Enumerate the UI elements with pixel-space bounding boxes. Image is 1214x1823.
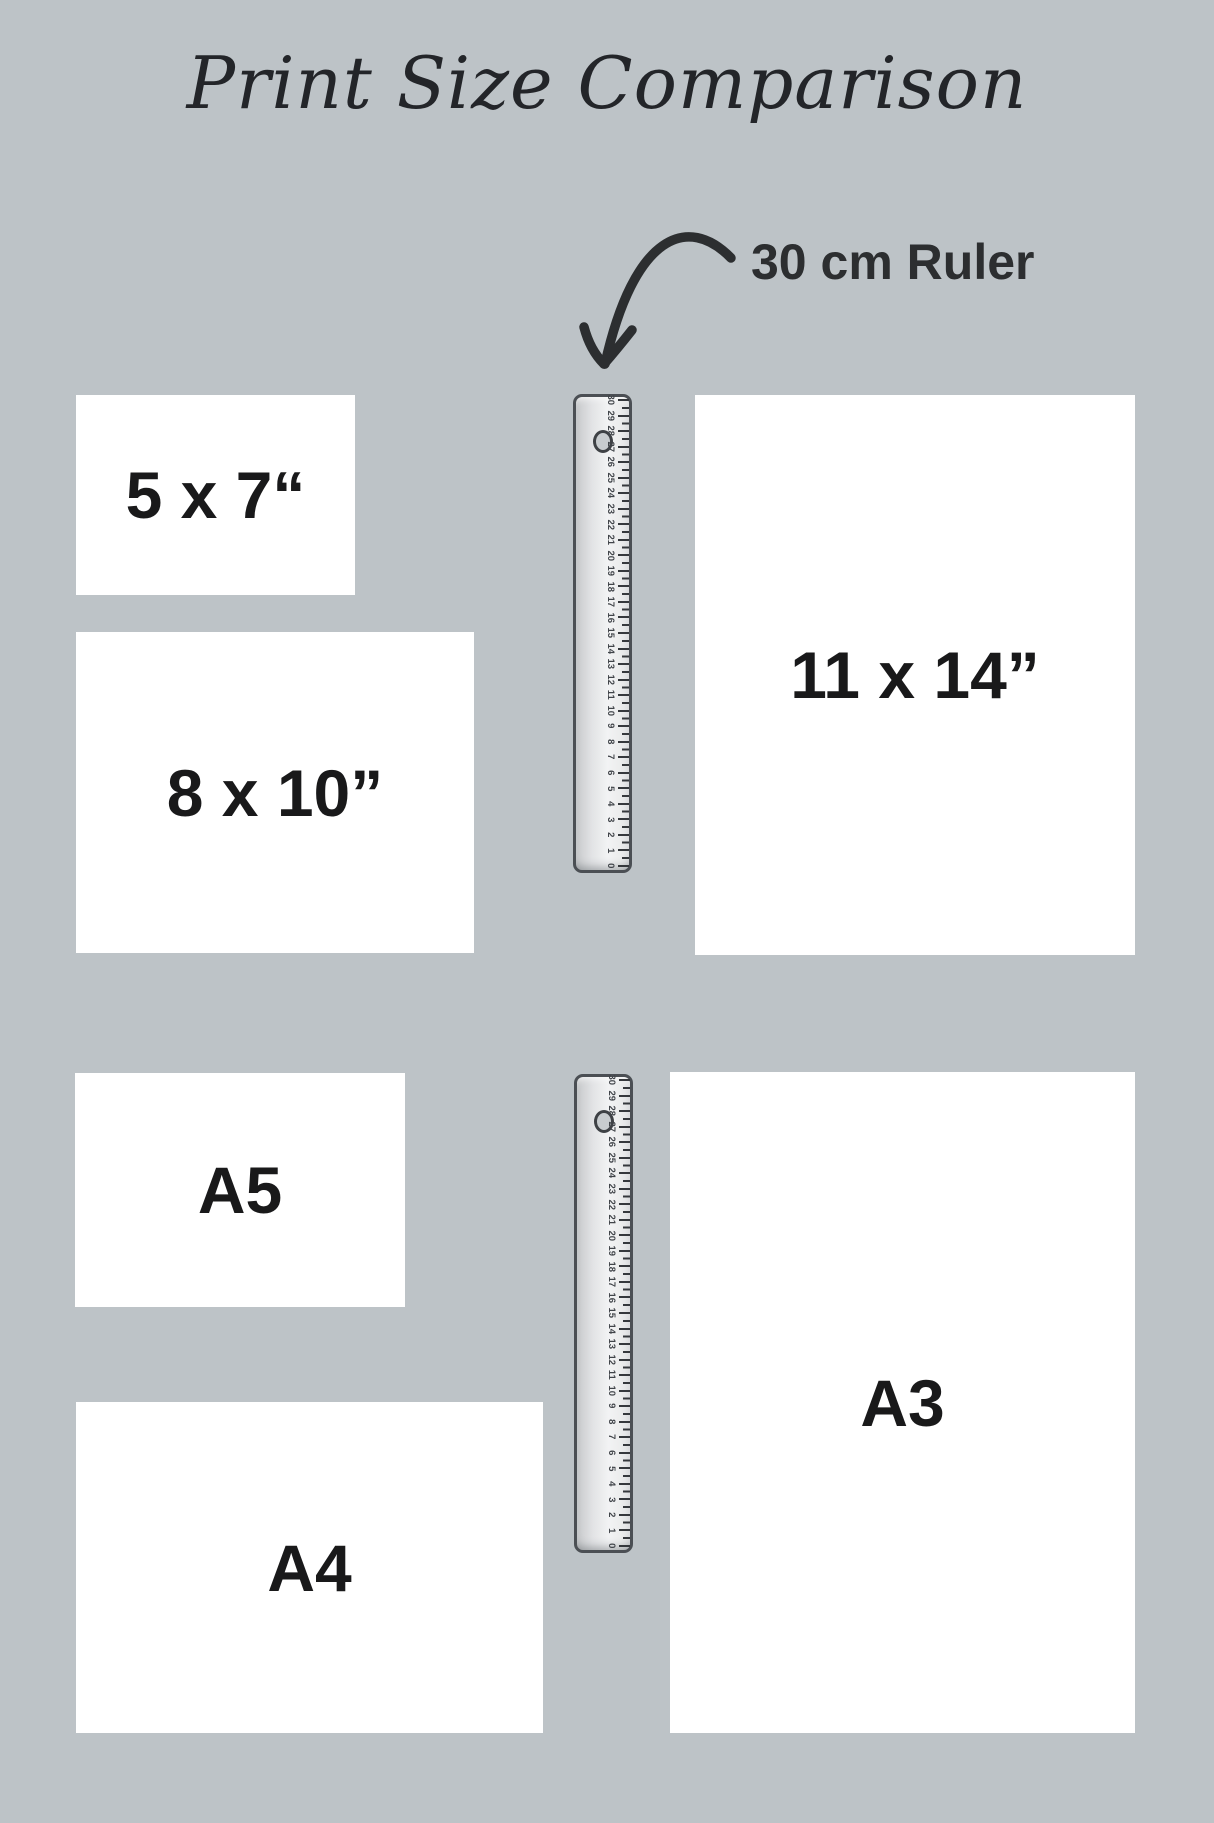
ruler-tick — [619, 1312, 630, 1314]
ruler-tick — [618, 772, 629, 774]
ruler-number: 6 — [605, 1450, 617, 1456]
ruler-tick — [618, 756, 629, 758]
ruler-number: 18 — [605, 1261, 617, 1272]
print-card-8x10 — [76, 632, 474, 953]
ruler-tick — [619, 1374, 630, 1376]
ruler-tick — [618, 477, 629, 479]
ruler-number: 8 — [605, 1419, 617, 1425]
ruler-number: 3 — [605, 1496, 617, 1502]
ruler-tick — [618, 632, 629, 634]
ruler-tick — [618, 601, 629, 603]
ruler-number: 9 — [605, 1403, 617, 1409]
ruler-tick — [618, 803, 629, 805]
curved-arrow-icon — [555, 198, 760, 388]
ruler-tick — [618, 492, 629, 494]
ruler-tick — [618, 865, 629, 867]
ruler-number: 19 — [605, 1245, 617, 1257]
ruler-number: 14 — [605, 1323, 617, 1334]
ruler-tick — [618, 710, 629, 712]
ruler-tick — [619, 1514, 630, 1516]
ruler-tick — [618, 415, 629, 417]
ruler-number: 15 — [604, 627, 616, 639]
ruler-tick — [619, 1234, 630, 1236]
ruler-number: 28 — [604, 425, 616, 437]
ruler-number: 14 — [604, 643, 616, 654]
ruler-tick — [619, 1452, 630, 1454]
print-label-11x14: 11 x 14” — [790, 638, 1040, 712]
ruler-number: 10 — [605, 1385, 617, 1396]
ruler-number: 0 — [605, 1543, 617, 1549]
ruler-number: 25 — [604, 472, 616, 483]
ruler-tick — [619, 1405, 630, 1407]
ruler-tick — [618, 570, 629, 572]
print-label-a5: A5 — [197, 1153, 283, 1227]
ruler-number: 4 — [605, 1481, 617, 1487]
ruler-number: 22 — [605, 1198, 617, 1210]
ruler-tick — [618, 523, 629, 525]
ruler-tick — [618, 616, 629, 618]
ruler-number: 29 — [604, 410, 616, 421]
ruler-number: 4 — [604, 801, 616, 807]
ruler-tick — [618, 849, 629, 851]
ruler-tick — [618, 725, 629, 727]
print-label-a4: A4 — [267, 1530, 352, 1605]
ruler-tick — [619, 1203, 630, 1205]
ruler-cm-scale — [576, 394, 629, 869]
ruler-tick — [619, 1172, 630, 1174]
ruler-number: 13 — [605, 1338, 617, 1350]
ruler-number: 2 — [605, 1512, 617, 1518]
ruler-number: 29 — [605, 1090, 617, 1101]
ruler-tick — [618, 399, 629, 401]
ruler-tick — [619, 1296, 630, 1298]
ruler-tick — [619, 1498, 630, 1500]
ruler-tick — [618, 741, 629, 743]
ruler-tick — [619, 1079, 630, 1081]
ruler-number: 0 — [604, 863, 616, 869]
ruler-number: 20 — [605, 1230, 617, 1241]
ruler-tick — [619, 1095, 630, 1097]
ruler-number: 21 — [604, 534, 616, 546]
print-label-8x10: 8 x 10” — [166, 755, 384, 830]
ruler-tick — [619, 1219, 630, 1221]
ruler-number: 22 — [604, 518, 616, 530]
ruler-30cm-bottom — [574, 1074, 633, 1553]
ruler-number: 26 — [605, 1136, 617, 1148]
ruler-tick — [618, 554, 629, 556]
ruler-tick — [619, 1328, 630, 1330]
ruler-tick — [618, 539, 629, 541]
ruler-number: 3 — [604, 816, 616, 822]
ruler-tick — [619, 1265, 630, 1267]
ruler-tick — [619, 1188, 630, 1190]
ruler-number: 17 — [605, 1276, 617, 1288]
ruler-tick — [618, 679, 629, 681]
ruler-number: 7 — [604, 754, 616, 760]
ruler-number: 1 — [604, 847, 616, 854]
ruler-tick — [619, 1390, 630, 1392]
ruler-number: 16 — [605, 1292, 617, 1303]
ruler-tick — [618, 787, 629, 789]
ruler-number: 15 — [605, 1307, 617, 1319]
ruler-number: 21 — [605, 1214, 617, 1226]
ruler-number: 25 — [605, 1152, 617, 1163]
ruler-tick — [618, 834, 629, 836]
ruler-number: 23 — [604, 503, 616, 514]
ruler-number: 1 — [605, 1527, 617, 1534]
ruler-number: 11 — [604, 690, 616, 701]
ruler-tick — [619, 1250, 630, 1252]
ruler-number: 12 — [604, 674, 616, 685]
ruler-callout-label: 30 cm Ruler — [751, 234, 1035, 290]
ruler-number: 30 — [604, 394, 616, 406]
print-label-a3: A3 — [860, 1365, 945, 1440]
ruler-number: 27 — [605, 1121, 617, 1132]
ruler-tick — [619, 1483, 630, 1485]
ruler-cm-scale — [577, 1074, 630, 1549]
ruler-tick — [619, 1110, 630, 1112]
ruler-number: 6 — [604, 770, 616, 776]
ruler-number: 16 — [604, 612, 616, 623]
ruler-tick — [618, 446, 629, 448]
ruler-tick — [619, 1343, 630, 1345]
ruler-number: 9 — [604, 723, 616, 729]
print-card-a5 — [75, 1073, 405, 1307]
ruler-tick — [618, 663, 629, 665]
print-card-a4 — [76, 1402, 543, 1733]
print-card-11x14 — [695, 395, 1135, 955]
ruler-number: 27 — [604, 441, 616, 452]
ruler-tick — [619, 1436, 630, 1438]
ruler-number: 28 — [605, 1105, 617, 1117]
ruler-number: 10 — [604, 705, 616, 716]
ruler-tick — [619, 1281, 630, 1283]
ruler-tick — [619, 1126, 630, 1128]
ruler-number: 17 — [604, 596, 616, 608]
ruler-number: 5 — [604, 785, 616, 791]
ruler-tick — [619, 1545, 630, 1547]
ruler-tick — [618, 508, 629, 510]
ruler-number: 11 — [605, 1370, 617, 1381]
ruler-number: 30 — [605, 1074, 617, 1086]
ruler-tick — [619, 1529, 630, 1531]
ruler-tick — [619, 1141, 630, 1143]
ruler-number: 24 — [604, 487, 616, 499]
ruler-tick — [618, 430, 629, 432]
print-label-5x7: 5 x 7“ — [125, 458, 306, 532]
ruler-number: 26 — [604, 456, 616, 468]
ruler-number: 24 — [605, 1167, 617, 1179]
ruler-tick — [619, 1359, 630, 1361]
print-card-5x7 — [76, 395, 355, 595]
ruler-number: 18 — [604, 581, 616, 592]
ruler-number: 8 — [604, 739, 616, 745]
ruler-tick — [618, 461, 629, 463]
ruler-tick — [619, 1467, 630, 1469]
print-card-a3 — [670, 1072, 1135, 1733]
ruler-number: 2 — [604, 832, 616, 838]
ruler-number: 13 — [604, 658, 616, 670]
ruler-tick — [618, 818, 629, 820]
ruler-number: 12 — [605, 1354, 617, 1365]
ruler-number: 20 — [604, 550, 616, 561]
ruler-tick — [618, 648, 629, 650]
ruler-30cm-top — [573, 394, 632, 873]
ruler-tick — [619, 1157, 630, 1159]
ruler-tick — [619, 1421, 630, 1423]
ruler-number: 19 — [604, 565, 616, 577]
ruler-number: 5 — [605, 1465, 617, 1471]
ruler-tick — [618, 585, 629, 587]
ruler-number: 23 — [605, 1183, 617, 1194]
ruler-number: 7 — [605, 1434, 617, 1440]
page-title: Print Size Comparison — [186, 41, 1028, 125]
ruler-tick — [618, 694, 629, 696]
